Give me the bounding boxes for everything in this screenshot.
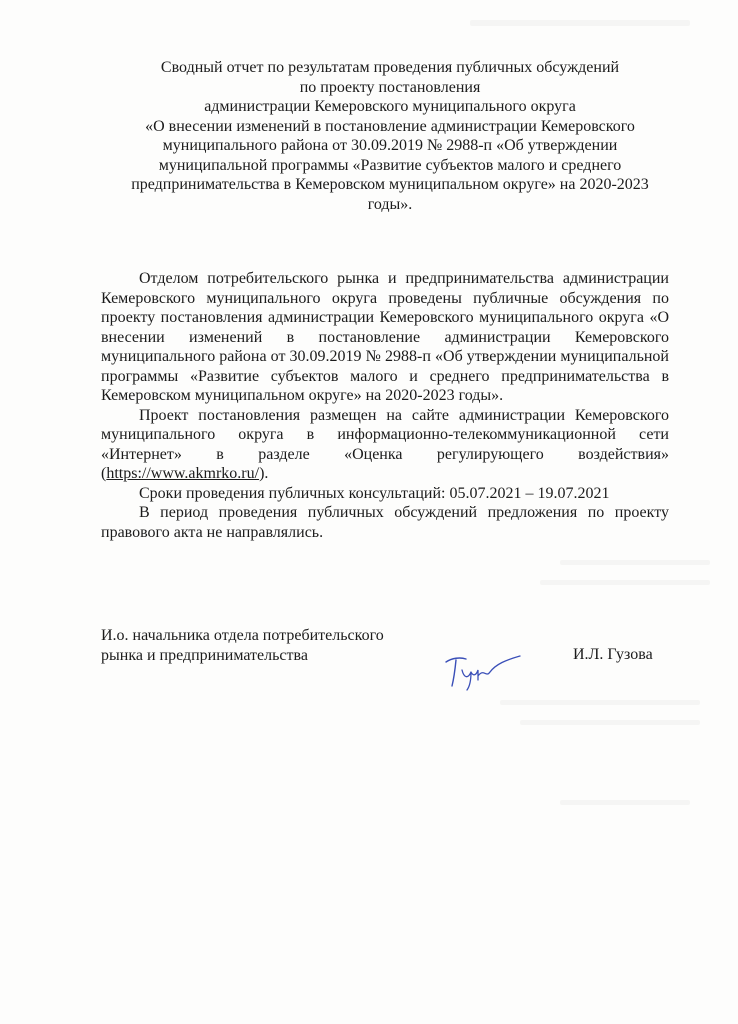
publication-text: Проект постановления размещен на сайте администрации Кемеровского муниципального округа в информационно-телекоммуникационной сети «Интернет» в разделе «Оценка регулирующего воздействия» (101, 406, 669, 463)
title-line: муниципальной программы «Развитие субъектов малого и среднего (158, 156, 622, 174)
scan-show-through (540, 580, 710, 585)
report-title (110, 58, 670, 214)
scan-show-through (520, 720, 700, 725)
scan-show-through (470, 20, 690, 26)
paragraph-dates: Сроки проведения публичных консультаций: 05.07.2021 – 19.07.2021 (139, 484, 610, 502)
signer-position-line: рынка и предпринимательства (101, 646, 308, 664)
link-close-paren: ). (259, 465, 269, 482)
scan-show-through (560, 800, 690, 805)
paragraph-discussion: Отделом потребительского рынка и предпринимательства администрации Кемеровского муниципального округа проведены публичные обсуждения по проекту постановления администрации Кемеровского муниципального округа «О внесении изменений в постановление администрации Кемеровского муниципального района от 30.09.2019 № 2988-п «Об утверждении муниципальной программы «Развитие субъектов малого и среднего предпринимательства в Кемеровском муниципальном округе» на 2020-2023 годы». (101, 270, 669, 404)
website-link[interactable]: https://www.akmrko.ru/ (106, 465, 260, 482)
title-line: муниципального района от 30.09.2019 № 2988-п «Об утверждении (162, 137, 618, 154)
paragraph-result: В период проведения публичных обсуждений предложения по проекту правового акта не направлялись. (101, 504, 669, 541)
signer-name: И.Л. Гузова (573, 646, 653, 663)
title-line: администрации Кемеровского муниципального округа (204, 98, 576, 115)
title-line: годы». (367, 195, 413, 213)
title-line: предпринимательства в Кемеровском муниципальном округе» на 2020-2023 (131, 176, 649, 193)
title-line: Сводный отчет по результатам проведения публичных обсуждений (160, 59, 620, 76)
title-line: «О внесении изменений в постановление администрации Кемеровского (145, 117, 635, 135)
handwritten-signature (440, 648, 526, 694)
report-body (101, 269, 669, 542)
paragraph-publication (101, 406, 669, 484)
title-line: по проекту постановления (299, 78, 481, 96)
signer-position-line: И.о. начальника отдела потребительского (101, 627, 384, 644)
scan-show-through (500, 700, 700, 705)
link-open-paren: ( (101, 465, 107, 482)
scan-show-through (560, 560, 710, 565)
